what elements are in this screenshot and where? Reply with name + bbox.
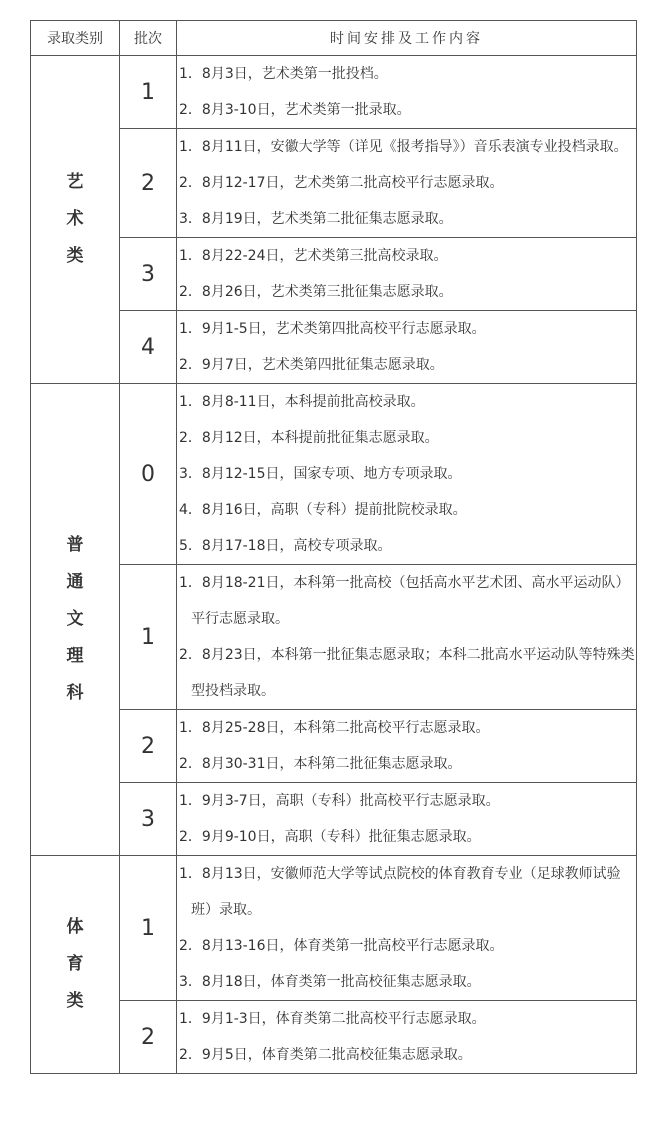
schedule-item: 1．8月11日，安徽大学等（详见《报考指导》）音乐表演专业投档录取。 <box>179 139 628 155</box>
table-row <box>31 565 637 710</box>
schedule-item-list <box>177 129 636 237</box>
schedule-item: 1．8月25-28日，本科第二批高校平行志愿录取。 <box>179 720 490 736</box>
schedule-item-list <box>177 565 636 709</box>
batch-number: 2 <box>120 1001 177 1074</box>
table-row <box>31 311 637 384</box>
schedule-item: 2．8月13-16日，体育类第一批高校平行志愿录取。 <box>179 938 504 954</box>
batch-number: 2 <box>120 710 177 783</box>
schedule-detail-cell <box>177 56 637 129</box>
schedule-detail-cell <box>177 783 637 856</box>
schedule-item: 2．8月30-31日，本科第二批征集志愿录取。 <box>179 756 462 772</box>
schedule-detail-cell <box>177 1001 637 1074</box>
schedule-item-list <box>177 56 636 128</box>
schedule-item: 3．8月19日，艺术类第二批征集志愿录取。 <box>179 211 453 227</box>
schedule-item-list <box>177 1001 636 1073</box>
table-row <box>31 129 637 238</box>
category-label: 普通文理科 <box>66 535 84 703</box>
schedule-item: 2．8月26日，艺术类第三批征集志愿录取。 <box>179 284 453 300</box>
schedule-item-list <box>177 856 636 1000</box>
schedule-item: 2．9月5日，体育类第二批高校征集志愿录取。 <box>179 1047 472 1063</box>
batch-number: 3 <box>120 238 177 311</box>
schedule-detail-cell <box>177 238 637 311</box>
schedule-body <box>31 56 637 1074</box>
table-row <box>31 710 637 783</box>
schedule-item: 1．9月1-5日，艺术类第四批高校平行志愿录取。 <box>179 321 486 337</box>
category-cell <box>31 384 120 856</box>
schedule-detail-cell <box>177 129 637 238</box>
batch-number: 0 <box>120 384 177 565</box>
schedule-item: 2．9月7日，艺术类第四批征集志愿录取。 <box>179 357 444 373</box>
schedule-item-list <box>177 783 636 855</box>
admission-schedule-table <box>30 20 637 1074</box>
batch-number: 4 <box>120 311 177 384</box>
table-row <box>31 856 637 1001</box>
header-row <box>31 21 637 56</box>
batch-number: 2 <box>120 129 177 238</box>
schedule-item: 1．9月3-7日，高职（专科）批高校平行志愿录取。 <box>179 793 500 809</box>
schedule-detail-cell <box>177 710 637 783</box>
batch-number: 1 <box>120 565 177 710</box>
table-row <box>31 1001 637 1074</box>
schedule-item-list <box>177 311 636 383</box>
schedule-item: 3．8月12-15日，国家专项、地方专项录取。 <box>179 466 462 482</box>
schedule-item: 2．8月3-10日，艺术类第一批录取。 <box>179 102 411 118</box>
category-cell <box>31 56 120 384</box>
schedule-detail-cell <box>177 384 637 565</box>
schedule-item: 2．8月12-17日，艺术类第二批高校平行志愿录取。 <box>179 175 504 191</box>
category-label: 体育类 <box>66 917 84 1011</box>
schedule-detail-cell <box>177 311 637 384</box>
table-row <box>31 238 637 311</box>
schedule-item: 1．9月1-3日，体育类第二批高校平行志愿录取。 <box>179 1011 486 1027</box>
header-batch: 批次 <box>120 21 177 56</box>
header-type: 录取类别 <box>31 21 120 56</box>
schedule-item: 3．8月18日，体育类第一批高校征集志愿录取。 <box>179 974 481 990</box>
schedule-item-list <box>177 238 636 310</box>
category-label: 艺术类 <box>66 172 84 266</box>
schedule-item: 1．8月3日，艺术类第一批投档。 <box>179 66 388 82</box>
schedule-item: 1．8月22-24日，艺术类第三批高校录取。 <box>179 248 448 264</box>
schedule-item-list <box>177 710 636 782</box>
schedule-detail-cell <box>177 856 637 1001</box>
table-row <box>31 384 637 565</box>
category-cell <box>31 856 120 1074</box>
batch-number: 3 <box>120 783 177 856</box>
batch-number: 1 <box>120 856 177 1001</box>
schedule-item: 1．8月13日，安徽师范大学等试点院校的体育教育专业（足球教师试验班）录取。 <box>179 866 621 918</box>
schedule-item: 2．8月12日，本科提前批征集志愿录取。 <box>179 430 439 446</box>
schedule-detail-cell <box>177 565 637 710</box>
schedule-item: 2．9月9-10日，高职（专科）批征集志愿录取。 <box>179 829 481 845</box>
schedule-item-list <box>177 384 636 564</box>
schedule-item: 1．8月8-11日，本科提前批高校录取。 <box>179 394 425 410</box>
schedule-item: 5．8月17-18日，高校专项录取。 <box>179 538 392 554</box>
table-row <box>31 56 637 129</box>
schedule-item: 1．8月18-21日，本科第一批高校（包括高水平艺术团、高水平运动队）平行志愿录取。 <box>179 575 630 627</box>
schedule-item: 2．8月23日，本科第一批征集志愿录取；本科二批高水平运动队等特殊类型投档录取。 <box>179 647 635 699</box>
schedule-item: 4．8月16日，高职（专科）提前批院校录取。 <box>179 502 467 518</box>
header-detail: 时间安排及工作内容 <box>177 21 637 56</box>
table-row <box>31 783 637 856</box>
batch-number: 1 <box>120 56 177 129</box>
